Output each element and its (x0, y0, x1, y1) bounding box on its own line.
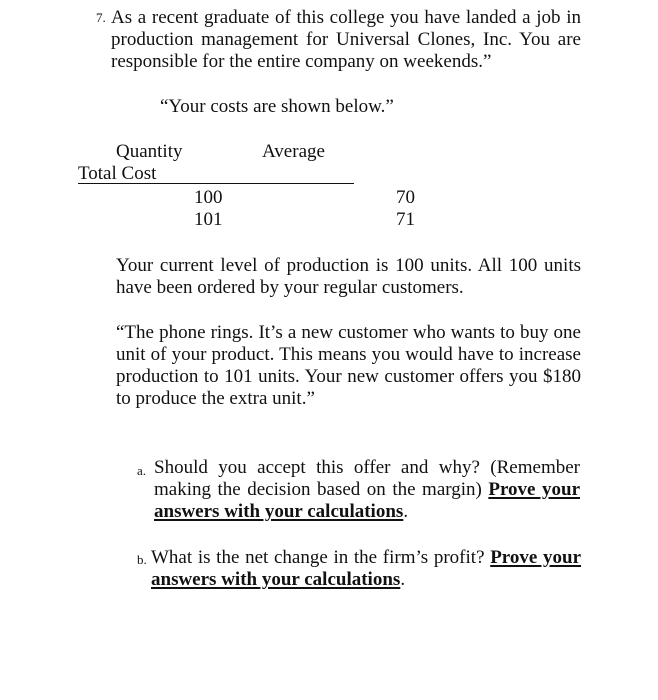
part-b-marker: b. (137, 552, 147, 567)
table-header-total-cost: Total Cost (78, 163, 157, 184)
part-a-question (154, 457, 580, 523)
table-cell-average: 70 (396, 187, 415, 208)
question-intro: As a recent graduate of this college you have landed a job in production management for Universal Clones, Inc. You are responsible for the entire company on weekends.” (111, 7, 581, 72)
table-header-rule (78, 183, 354, 184)
part-b-end: . (400, 569, 406, 590)
part-b-emphasis: Prove your answers with your calculations (151, 547, 581, 590)
part-a-marker: a. (137, 463, 147, 478)
part-a-emphasis: Prove your answers with your calculations (154, 479, 580, 522)
part-a-text: Should you accept this offer and why? (Remember making the decision based on the margin) (154, 457, 580, 500)
table-cell-quantity: 100 (194, 187, 223, 208)
table-header-average: Average (262, 141, 325, 162)
question-number: 7. (96, 10, 106, 25)
current-production-paragraph: Your current level of production is 100 units. All 100 units have been ordered by your regular customers. (116, 255, 581, 298)
table-cell-quantity: 101 (194, 209, 223, 230)
table-header-quantity: Quantity (116, 141, 183, 162)
part-a-end: . (403, 501, 409, 522)
new-customer-paragraph: “The phone rings. It’s a new customer who wants to buy one unit of your product. This means you would have to increase production to 101 units. Your new customer offers you $180 to produce the extra unit.” (116, 322, 581, 409)
part-b-question (151, 547, 581, 591)
costs-note: “Your costs are shown below.” (160, 96, 394, 117)
part-b-text: What is the net change in the firm’s profit? (151, 547, 485, 568)
table-cell-average: 71 (396, 209, 415, 230)
